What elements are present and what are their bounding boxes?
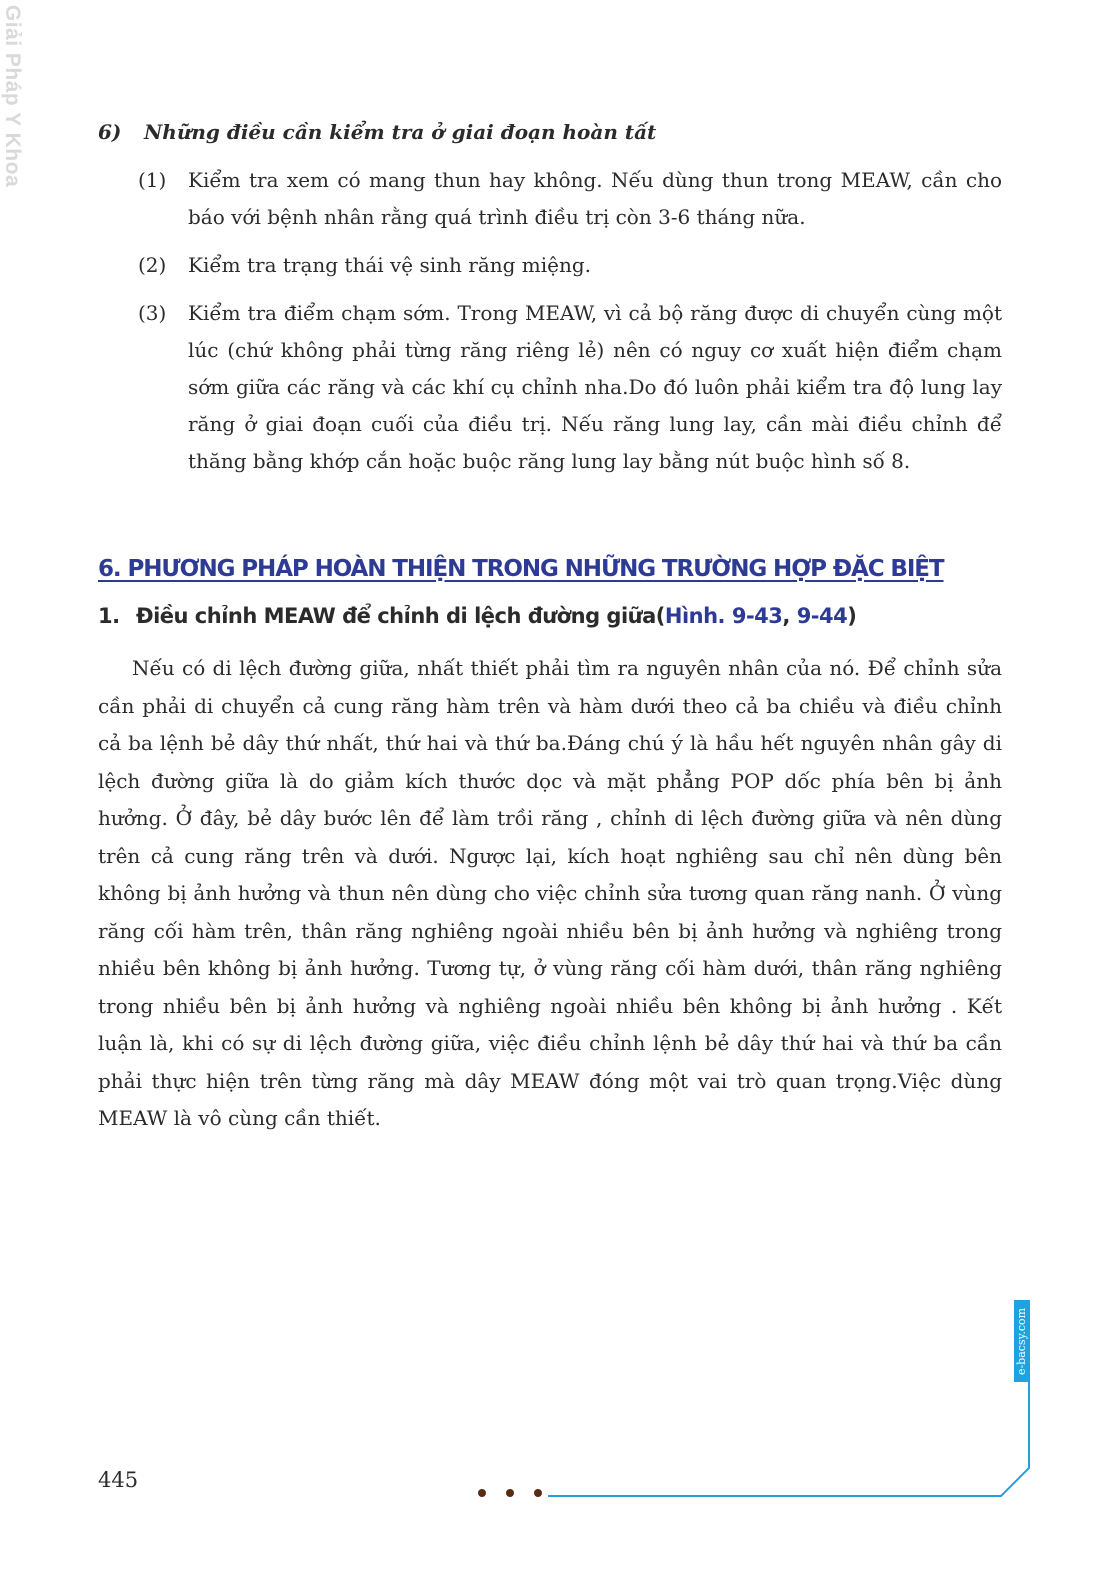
- subsection-text: Điều chỉnh MEAW để chỉnh di lệch đường giữa(: [136, 604, 665, 628]
- list-item-marker: (2): [138, 253, 167, 277]
- watermark-text: Giải Pháp Y Khoa: [1, 4, 24, 188]
- list-item-marker: (1): [138, 168, 167, 192]
- frame-line-path: [548, 1382, 1029, 1496]
- body-paragraph: Nếu có di lệch đường giữa, nhất thiết phải tìm ra nguyên nhân của nó. Để chỉnh sửa cần phải di chuyển cả cung răng hàm trên và hàm dưới theo cả ba chiều và điều chỉnh cả ba lệnh bẻ dây thứ nhất, thứ hai và thứ ba.Đáng chú ý là hầu hết nguyên nhân gây di lệch đường giữa là do giảm kích thước dọc và mặt phẳng POP dốc phía bên bị ảnh hưởng. Ở đây, bẻ dây bước lên để làm trồi răng , chỉnh di lệch đường giữa và nên dùng trên cả cung răng trên và dưới. Ngược lại, kích hoạt nghiêng sau chỉ nên dùng bên không bị ảnh hưởng và thun nên dùng cho việc chỉnh sửa tương quan răng nanh. Ở vùng răng cối hàm trên, thân răng nghiêng ngoài nhiều bên bị ảnh hưởng và nghiêng trong nhiều bên không bị ảnh hưởng. Tương tự, ở vùng răng cối hàm dưới, thân răng nghiêng trong nhiều bên bị ảnh hưởng và nghiêng ngoài nhiều bên không bị ảnh hưởng . Kết luận là, khi có sự di lệch đường giữa, việc điều chỉnh lệnh bẻ dây thứ hai và thứ ba cần phải thực hiện trên từng răng mà dây MEAW đóng một vai trò quan trọng.Việc dùng MEAW là vô cùng cần thiết.: [98, 656, 1002, 1130]
- site-tag-text: e-bacsy.com: [1015, 1307, 1029, 1375]
- dot-icon: [506, 1489, 514, 1497]
- subsection-close: ): [847, 604, 857, 628]
- dot-icon: [478, 1489, 486, 1497]
- figure-ref-link[interactable]: 9-44: [796, 604, 848, 628]
- list-item-text: Kiểm tra điểm chạm sớm. Trong MEAW, vì cả bộ răng được di chuyển cùng một lúc (chứ không phải từng răng riêng lẻ) nên có nguy cơ xuất hiện điểm chạm sớm giữa các răng và các khí cụ chỉnh nha.Do đó luôn phải kiểm tra độ lung lay răng ở giai đoạn cuối của điều trị. Nếu răng lung lay, cần mài điều chỉnh để thăng bằng khớp cắn hoặc buộc răng lung lay bằng nút buộc hình số 8.: [188, 301, 1002, 473]
- list-item-text: Kiểm tra xem có mang thun hay không. Nếu dùng thun trong MEAW, cần cho báo với bệnh nhân rằng quá trình điều trị còn 3-6 tháng nữa.: [188, 168, 1002, 229]
- section-title: 6. PHƯƠNG PHÁP HOÀN THIỆN TRONG NHỮNG TRƯỜNG HỢP ĐẶC BIỆT: [98, 556, 944, 582]
- footer-dots: [478, 1489, 542, 1497]
- list-item-text: Kiểm tra trạng thái vệ sinh răng miệng.: [188, 253, 592, 277]
- list-item-marker: (3): [138, 301, 167, 325]
- sub-heading-text: Những điều cần kiểm tra ở giai đoạn hoàn tất: [144, 120, 657, 144]
- figure-ref-link[interactable]: Hình. 9-43: [664, 604, 783, 628]
- subsection-separator: ,: [782, 604, 797, 628]
- sub-heading-number: 6): [98, 120, 122, 144]
- page-number: 445: [98, 1468, 139, 1492]
- site-tag: [1014, 1300, 1030, 1382]
- subsection-number: 1.: [98, 604, 120, 628]
- dot-icon: [534, 1489, 542, 1497]
